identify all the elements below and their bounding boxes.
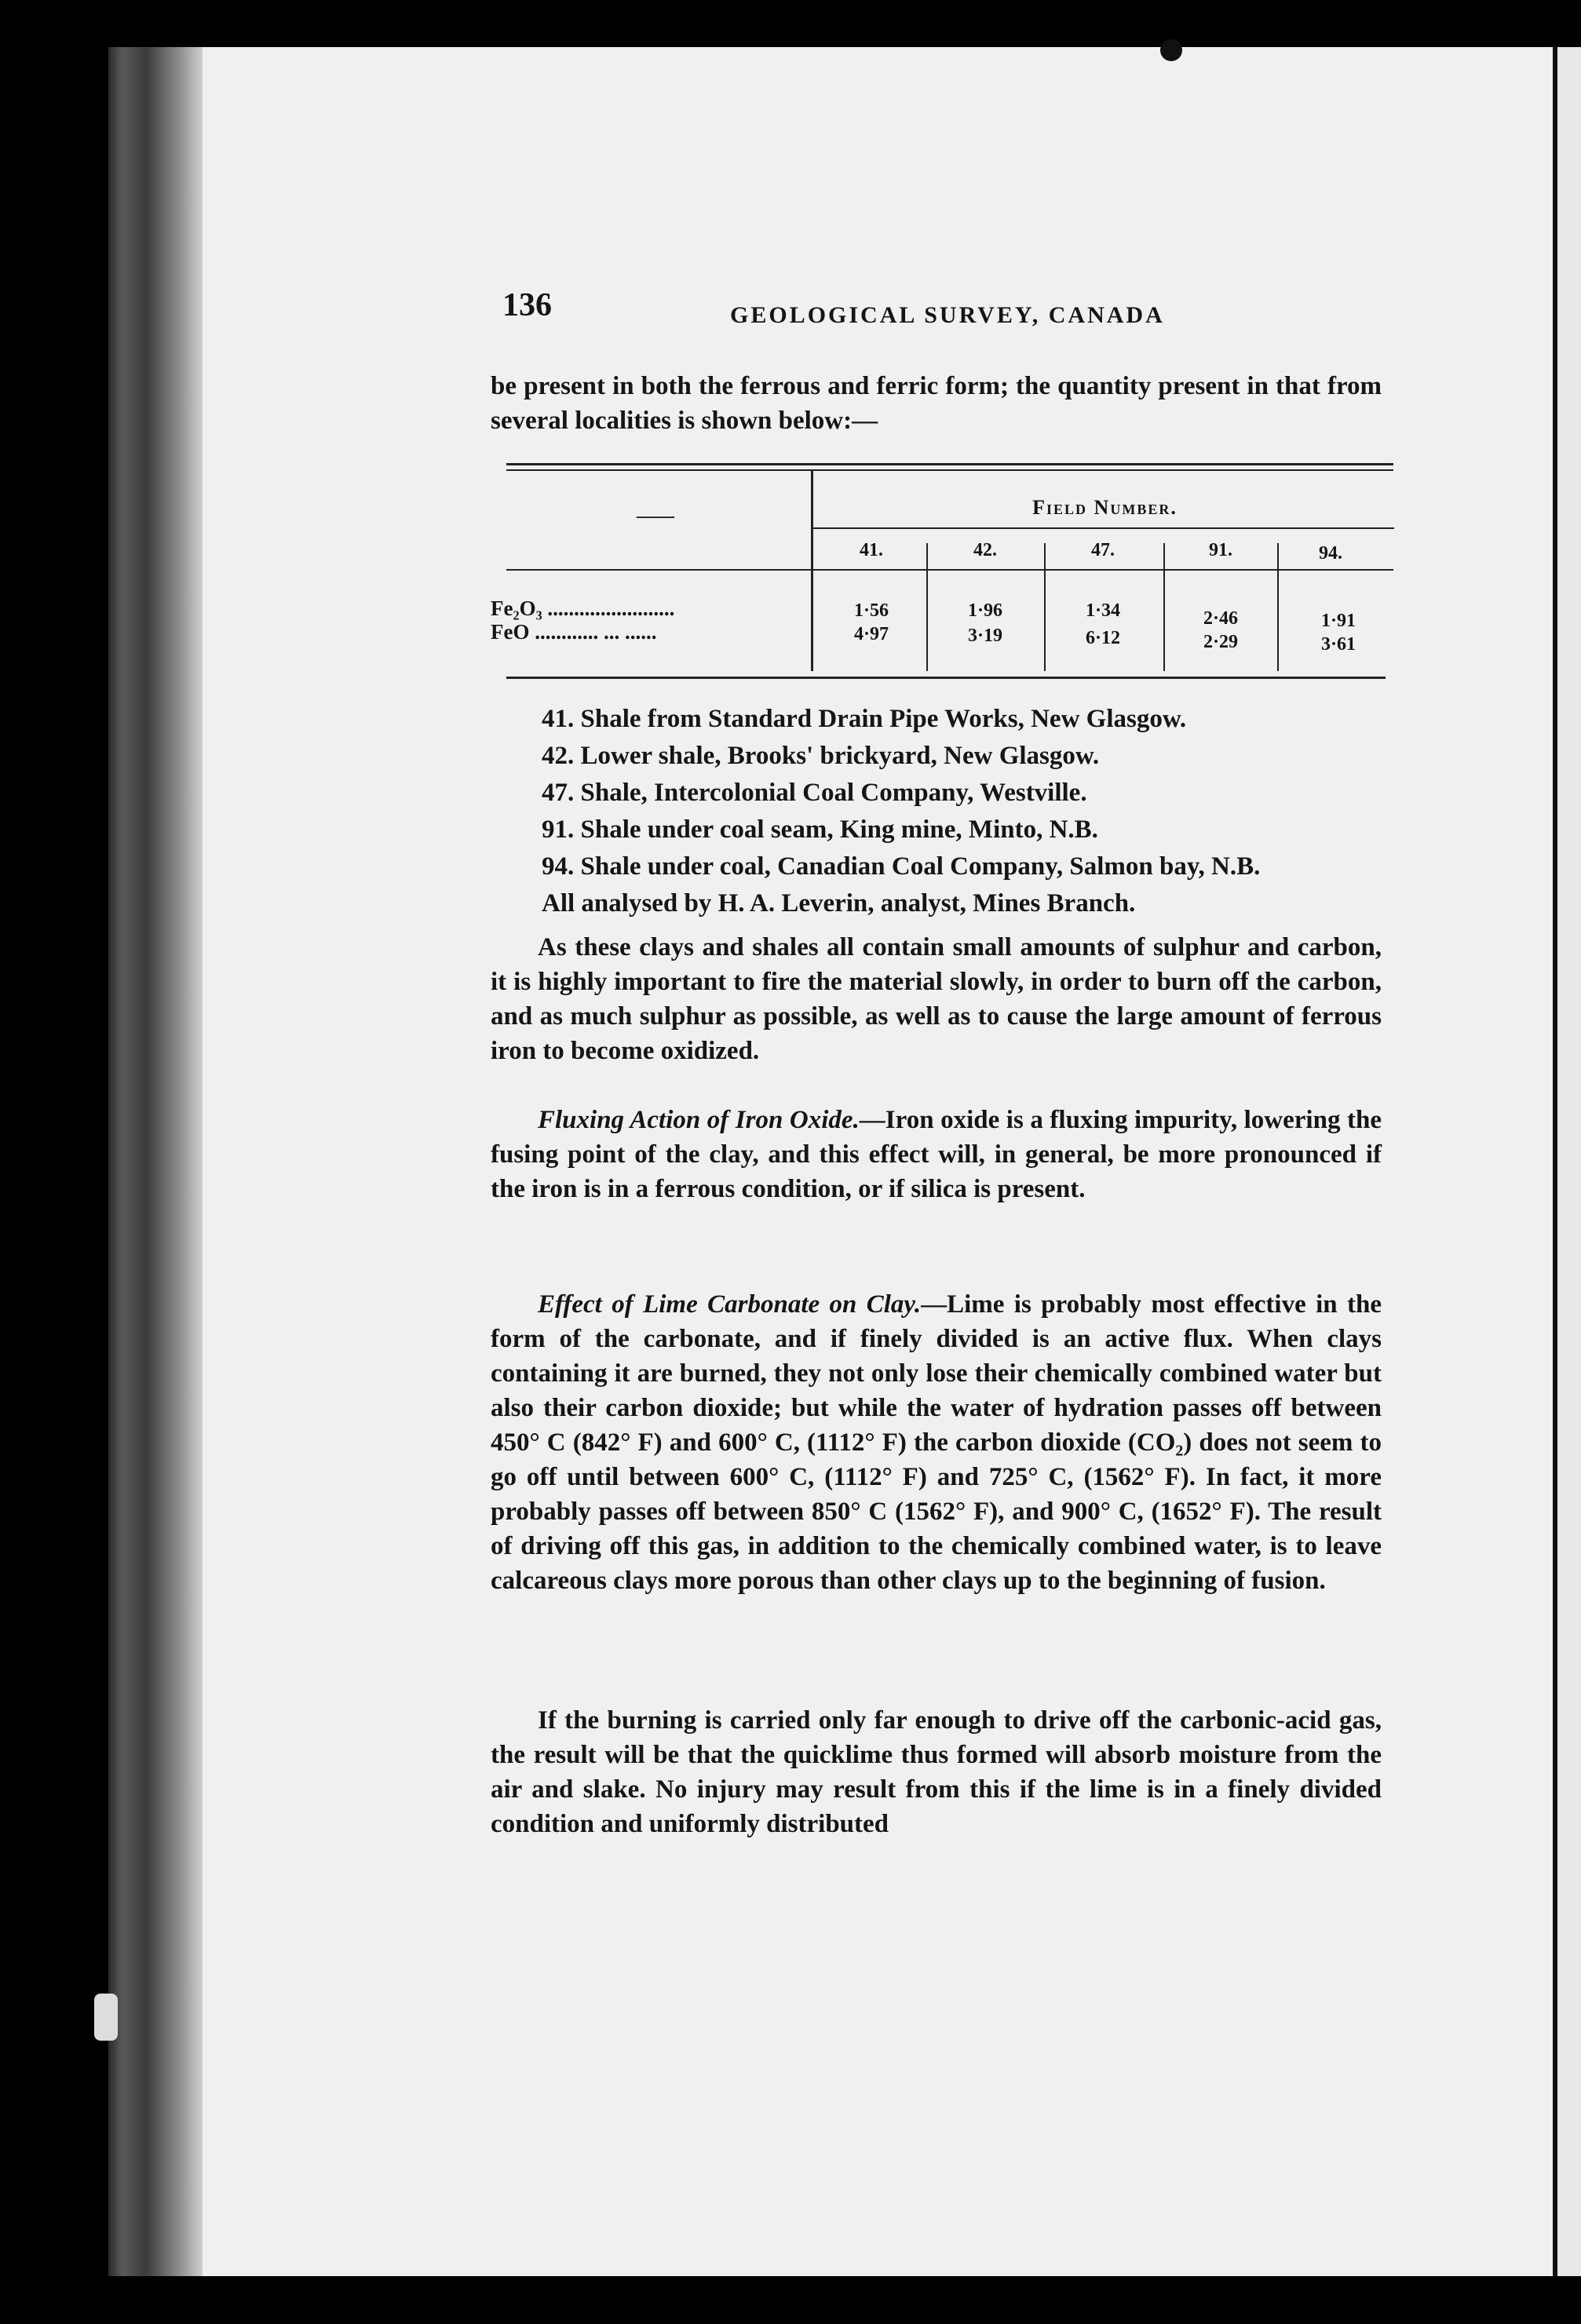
table-bottom-rule bbox=[506, 677, 1386, 679]
paragraph-lime-carbonate bbox=[491, 1287, 1382, 1598]
table-cell: 1·96 bbox=[967, 600, 1002, 621]
field-number-header: Field Number. bbox=[1032, 496, 1178, 519]
next-page-edge bbox=[1553, 47, 1581, 2276]
note-analyst: All analysed by H. A. Leverin, analyst, Mines Branch. bbox=[542, 889, 1136, 918]
paragraph-body: —Iron oxide is a fluxing impurity, lowering the fusing point of the clay, and this effect will, in general, be more pronounced if the iron is in a ferrous condition, or if silica is present. bbox=[491, 1106, 1382, 1203]
table-cell: 2·46 bbox=[1203, 608, 1238, 629]
stub-header: —— bbox=[637, 506, 674, 527]
running-head: GEOLOGICAL SURVEY, CANADA bbox=[730, 302, 1165, 328]
col-divider bbox=[926, 543, 928, 671]
table-cell: 2·29 bbox=[1203, 632, 1238, 652]
scan-speck bbox=[1160, 39, 1182, 61]
table-cell: 3·61 bbox=[1320, 634, 1356, 655]
row-label-feo: FeO ............ ... ...... bbox=[491, 620, 657, 644]
table-cell: 1·34 bbox=[1085, 600, 1120, 621]
table-cell: 1·56 bbox=[853, 600, 889, 621]
paragraph-fluxing-action bbox=[491, 1103, 1382, 1206]
table-cell: 3·19 bbox=[967, 626, 1002, 646]
page-number: 136 bbox=[502, 287, 552, 323]
col-94-header: 94. bbox=[1319, 543, 1342, 564]
note-91: 91. Shale under coal seam, King mine, Minto, N.B. bbox=[542, 815, 1098, 844]
col-divider bbox=[1044, 543, 1046, 671]
paragraph-quicklime: If the burning is carried only far enough to drive off the carbonic-acid gas, the result will be that the quicklime thus formed will absorb moisture from the air and slake. No injury may result from this if the lime is in a finely divided condition and uniformly distributed bbox=[491, 1706, 1382, 1838]
col-42-header: 42. bbox=[973, 540, 997, 560]
table-cell: 1·91 bbox=[1320, 611, 1356, 631]
col-47-header: 47. bbox=[1091, 540, 1115, 560]
table-cell: 6·12 bbox=[1085, 628, 1120, 648]
paragraph-body: —Lime is probably most effective in the form of the carbonate, and if finely divided is an active flux. When clays containing it are burned, they not only lose their chemically combined water but also their carbon dioxide; but while the water of hydration passes off between 450° C (842° F) and 600° C, (1112° F) the carbon dioxide (CO₂) does not seem to go off until between 600° C, (1112° F) and 725° C, (1562° F). In fact, it more probably passes off between 850° C (1562° F), and 900° C, (1652° F). The result of driving off this gas, in addition to the chemically combined water, is to leave calcareous clays more porous than other clays up to the beginning of fusion. bbox=[491, 1290, 1382, 1595]
section-heading: Fluxing Action of Iron Oxide. bbox=[538, 1106, 860, 1134]
section-heading: Effect of Lime Carbonate on Clay. bbox=[538, 1290, 922, 1319]
col-41-header: 41. bbox=[860, 540, 883, 560]
note-42: 42. Lower shale, Brooks' brickyard, New Glasgow. bbox=[542, 742, 1100, 770]
table-top-rule-2 bbox=[506, 469, 1393, 471]
paragraph-sulphur-carbon: As these clays and shales all contain small amounts of sulphur and carbon, it is highly important to fire the material slowly, in order to burn off the carbon, and as much sulphur as possible, as well as to cause the large amount of ferrous iron to become oxidized. bbox=[491, 933, 1382, 1065]
table-top-rule bbox=[506, 463, 1393, 465]
group-rule bbox=[813, 527, 1394, 529]
note-41: 41. Shale from Standard Drain Pipe Works, New Glasgow. bbox=[542, 705, 1187, 733]
stub-divider bbox=[811, 471, 813, 671]
intro-paragraph: be present in both the ferrous and ferric form; the quantity present in that from several localities is shown below:— bbox=[491, 372, 1382, 435]
row-label-text: Fe₂O₃ bbox=[491, 597, 542, 620]
table-cell: 4·97 bbox=[853, 624, 889, 644]
note-47: 47. Shale, Intercolonial Coal Company, Westville. bbox=[542, 779, 1087, 807]
book-binding-edge bbox=[108, 47, 203, 2276]
row-label-fe2o3: Fe₂O₃ ........................ bbox=[491, 597, 675, 620]
note-94: 94. Shale under coal, Canadian Coal Company, Salmon bay, N.B. bbox=[542, 852, 1261, 881]
col-divider bbox=[1277, 543, 1279, 671]
sample-notes bbox=[542, 701, 1405, 922]
header-rule bbox=[506, 569, 1393, 571]
col-91-header: 91. bbox=[1209, 540, 1232, 560]
scan-edge-mark bbox=[94, 1994, 118, 2041]
col-divider bbox=[1163, 543, 1165, 671]
row-label-text: FeO bbox=[491, 620, 530, 644]
